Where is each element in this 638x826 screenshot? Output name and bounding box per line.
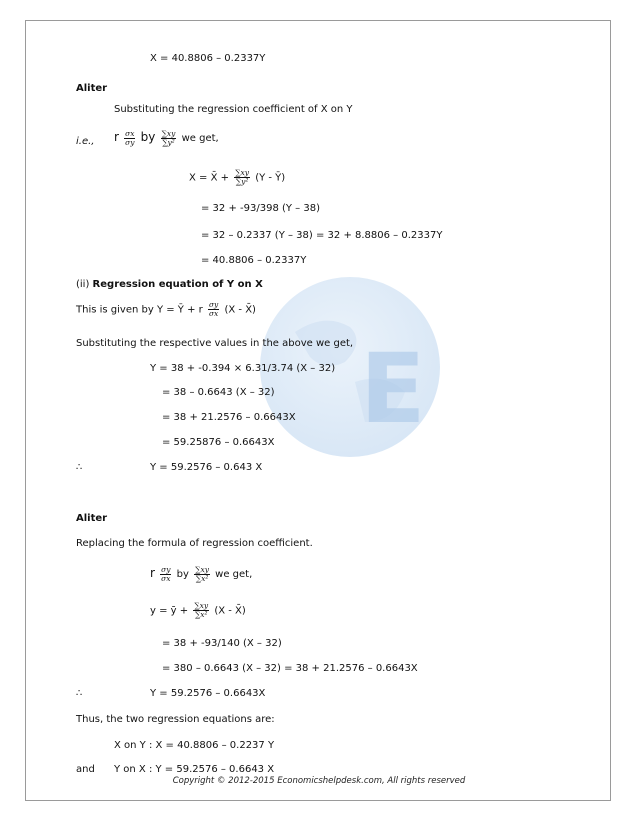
- y-regression-formula: y = ȳ + $\frac{\sum xy}{\text{∑x²}}$ (X - X̄): [150, 601, 246, 619]
- y-result-1: Y = 59.2576 – 0.643 X: [150, 462, 263, 473]
- y-step-2: = 38 – 0.6643 (X – 32): [162, 387, 275, 398]
- coefficient-expression-2: r $\frac{\sigma y}{\sigma x}$ by $\frac{\sum xy}{\text{∑x²}}$ we get,: [150, 564, 253, 583]
- by-word: by: [140, 130, 156, 144]
- therefore-symbol-2: ∴: [76, 688, 83, 699]
- sum-ratio: $\frac{\sum xy}{\text{∑y²}}$: [161, 128, 176, 147]
- y-on-x-final: Y on X : Y = 59.2576 – 0.6643 X: [114, 764, 275, 775]
- r-symbol: r: [114, 130, 119, 144]
- thus-text: Thus, the two regression equations are:: [76, 714, 275, 725]
- ie-label: i.e.,: [76, 136, 95, 147]
- and-word: and: [76, 764, 95, 775]
- copyright-footer: Copyright © 2012-2015 Economicshelpdesk.com, All rights reserved: [172, 776, 466, 786]
- y-step-3: = 38 + 21.2576 – 0.6643X: [162, 412, 296, 423]
- we-get: we get,: [181, 133, 219, 144]
- aliter-heading-2: Aliter: [76, 513, 108, 524]
- section-heading: (ii) Regression equation of Y on X: [76, 279, 263, 290]
- x-equation-top: X = 40.8806 – 0.2337Y: [150, 53, 266, 64]
- substitution-values-text: Substituting the respective values in the above we get,: [76, 338, 354, 349]
- x-step-2: = 32 – 0.2337 (Y – 38) = 32 + 8.8806 – 0.2337Y: [201, 230, 443, 241]
- x-regression-formula: X = X̄ + $\frac{\sum xy}{\text{∑y²}}$ (Y - Ȳ): [189, 168, 286, 186]
- therefore-symbol: ∴: [76, 462, 83, 473]
- y-alt-step-2: = 380 – 0.6643 (X – 32) = 38 + 21.2576 – 0.6643X: [162, 663, 418, 674]
- x-step-3: = 40.8806 – 0.2337Y: [201, 255, 307, 266]
- x-on-y-final: X on Y : X = 40.8806 – 0.2237 Y: [114, 740, 275, 751]
- replacing-text: Replacing the formula of regression coefficient.: [76, 538, 313, 549]
- y-regression-definition: This is given by Y = Ȳ + r $\frac{\sigma y}{\sigma x}$ (X - X̄): [76, 300, 256, 318]
- y-step-4: = 59.25876 – 0.6643X: [162, 437, 275, 448]
- y-result-2: Y = 59.2576 – 0.6643X: [150, 688, 266, 699]
- aliter-heading: Aliter: [76, 83, 108, 94]
- sigma-ratio: $\frac{\sigma x}{\sigma y}$: [125, 128, 135, 147]
- x-step-1: = 32 + -93/398 (Y – 38): [201, 203, 320, 214]
- svg-text:E: E: [360, 333, 426, 445]
- coefficient-expression: [114, 128, 219, 148]
- y-alt-step-1: = 38 + -93/140 (X – 32): [162, 638, 282, 649]
- y-step-1: Y = 38 + -0.394 × 6.31/3.74 (X – 32): [150, 363, 336, 374]
- substitution-text: Substituting the regression coefficient of X on Y: [114, 104, 353, 115]
